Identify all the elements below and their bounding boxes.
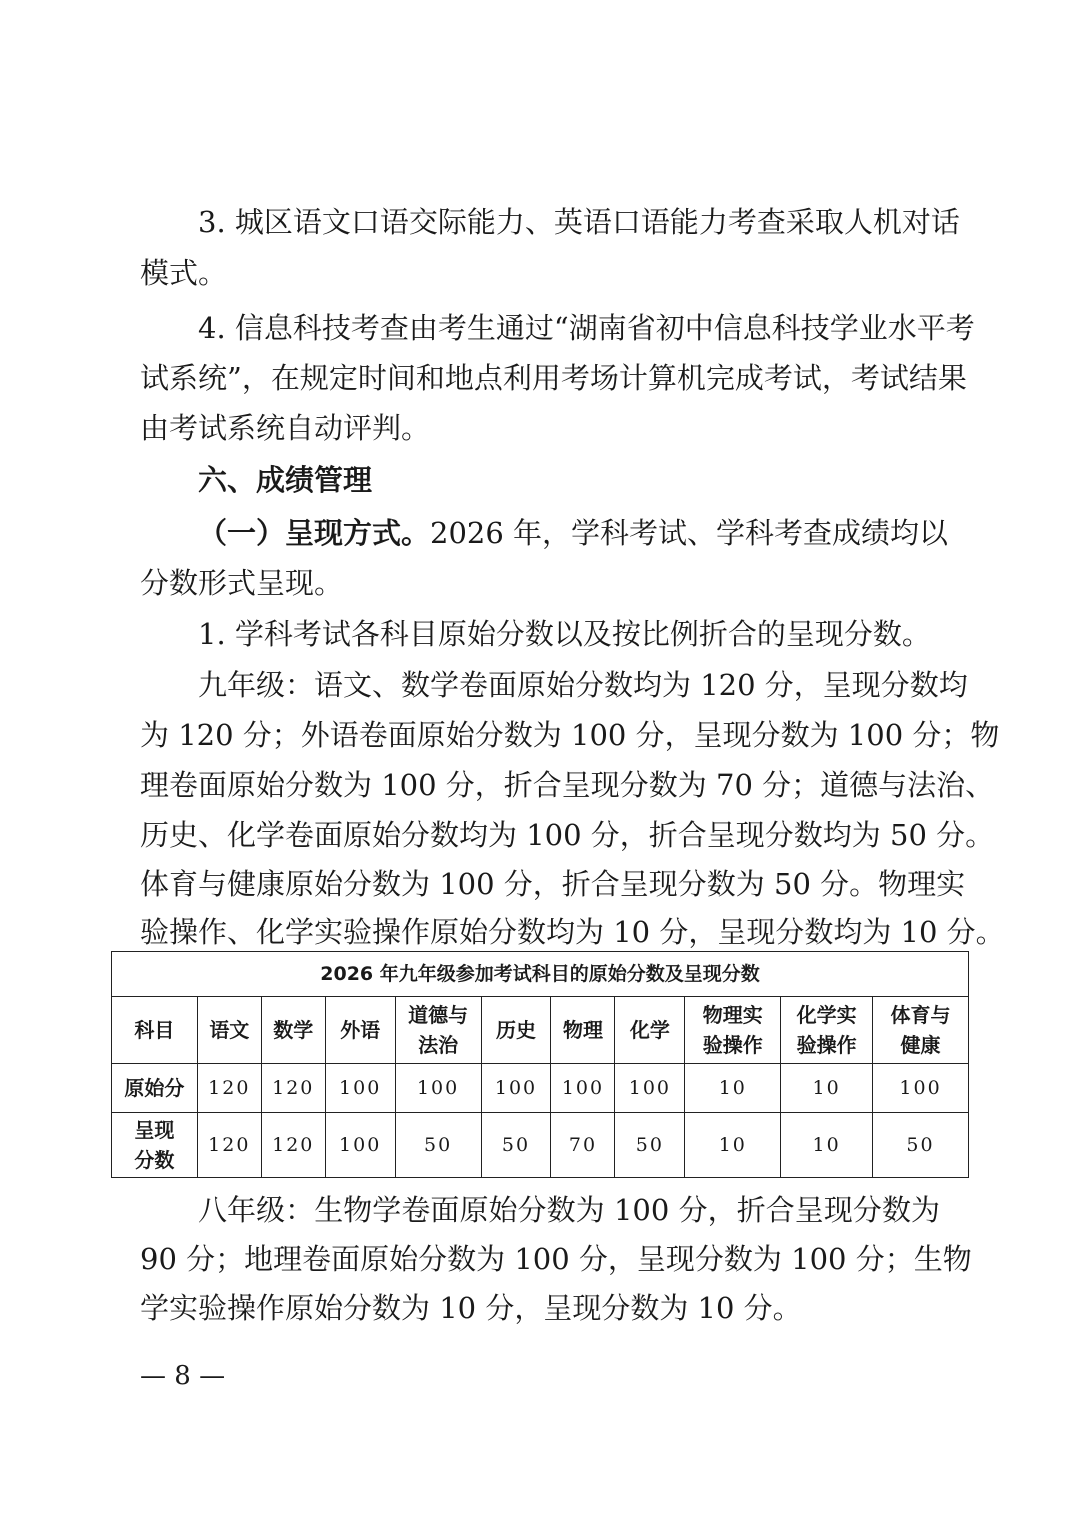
raw-score-cell: 120 [197, 1064, 261, 1113]
header-cell [197, 997, 261, 1064]
header-cell [395, 997, 481, 1064]
presented-score-cell: 50 [395, 1113, 481, 1178]
table-title-row [112, 952, 969, 997]
subsection-heading: （一）呈现方式。 [198, 516, 431, 550]
header-cell [325, 997, 395, 1064]
header-text: 物理实 [702, 1003, 763, 1027]
header-text: 物理 [562, 1018, 603, 1042]
header-cell [551, 997, 615, 1064]
header-text: 化学 [629, 1018, 670, 1042]
paragraph-4-line-1: 4. 信息科技考查由考生通过“湖南省初中信息科技学业水平考 [198, 311, 975, 345]
header-text: 化学实 [796, 1003, 857, 1027]
header-text: 健康 [900, 1033, 941, 1057]
raw-score-cell: 100 [481, 1064, 551, 1113]
grade8-line-2: 90 分；地理卷面原始分数为 100 分，呈现分数为 100 分；生物 [140, 1242, 972, 1276]
grade9-line-6: 验操作、化学实验操作原始分数均为 10 分，呈现分数均为 10 分。 [140, 915, 1005, 949]
raw-score-cell: 10 [781, 1064, 873, 1113]
grade9-line-3: 理卷面原始分数为 100 分，折合呈现分数为 70 分；道德与法治、 [140, 768, 995, 802]
header-cell [781, 997, 873, 1064]
page-number: — 8 — [140, 1361, 226, 1391]
presented-score-cell: 10 [685, 1113, 781, 1178]
row-label-text: 分数 [134, 1148, 175, 1172]
raw-score-cell: 100 [873, 1064, 969, 1113]
row-label-presented [112, 1113, 198, 1178]
presented-score-cell: 100 [325, 1113, 395, 1178]
header-cell [615, 997, 685, 1064]
header-text: 数学 [273, 1018, 314, 1042]
raw-score-cell: 10 [685, 1064, 781, 1113]
presented-score-cell: 120 [261, 1113, 325, 1178]
header-label: 科目 [112, 997, 198, 1064]
header-text: 体育与 [890, 1003, 951, 1027]
score-table [111, 951, 969, 1178]
presented-score-cell: 70 [551, 1113, 615, 1178]
grade9-line-2: 为 120 分；外语卷面原始分数为 100 分，呈现分数为 100 分；物 [140, 718, 1000, 752]
grade9-line-1: 九年级：语文、数学卷面原始分数均为 120 分，呈现分数均 [198, 668, 968, 702]
presented-score-cell: 10 [781, 1113, 873, 1178]
raw-score-cell: 120 [261, 1064, 325, 1113]
grade9-line-4: 历史、化学卷面原始分数均为 100 分，折合呈现分数均为 50 分。 [140, 818, 995, 852]
grade9-line-5: 体育与健康原始分数为 100 分，折合呈现分数为 50 分。物理实 [140, 867, 966, 901]
presented-score-cell: 50 [481, 1113, 551, 1178]
header-cell [685, 997, 781, 1064]
subsection-presentation-line-1 [198, 513, 949, 553]
header-text: 语文 [209, 1018, 250, 1042]
grade8-line-1: 八年级：生物学卷面原始分数为 100 分，折合呈现分数为 [198, 1193, 940, 1227]
presented-score-cell: 120 [197, 1113, 261, 1178]
table-row-presented-score [112, 1113, 969, 1178]
header-text: 外语 [340, 1018, 381, 1042]
item-1: 1. 学科考试各科目原始分数以及按比例折合的呈现分数。 [198, 617, 931, 651]
paragraph-3-line-1: 3. 城区语文口语交际能力、英语口语能力考查采取人机对话 [198, 205, 960, 239]
raw-score-cell: 100 [325, 1064, 395, 1113]
grade8-line-3: 学实验操作原始分数为 10 分，呈现分数为 10 分。 [140, 1291, 802, 1325]
subsection-presentation-line-2: 分数形式呈现。 [140, 566, 344, 600]
row-label-text: 呈现 [134, 1118, 175, 1142]
row-label-raw: 原始分 [112, 1064, 198, 1113]
table-header-row [112, 997, 969, 1064]
raw-score-cell: 100 [395, 1064, 481, 1113]
paragraph-4-line-3: 由考试系统自动评判。 [140, 411, 431, 445]
header-text: 验操作 [702, 1033, 763, 1057]
presented-score-cell: 50 [873, 1113, 969, 1178]
paragraph-3-line-2: 模式。 [140, 256, 228, 290]
header-cell [261, 997, 325, 1064]
subsection-text: 2026 年，学科考试、学科考查成绩均以 [430, 516, 949, 550]
header-cell [481, 997, 551, 1064]
header-text: 法治 [418, 1033, 459, 1057]
header-cell [873, 997, 969, 1064]
raw-score-cell: 100 [551, 1064, 615, 1113]
raw-score-cell: 100 [615, 1064, 685, 1113]
paragraph-4-line-2: 试系统”，在规定时间和地点利用考场计算机完成考试，考试结果 [140, 361, 967, 395]
table-row-raw-score [112, 1064, 969, 1113]
header-text: 道德与 [408, 1003, 469, 1027]
table-title: 2026 年九年级参加考试科目的原始分数及呈现分数 [112, 952, 969, 997]
section-heading-score-management: 六、成绩管理 [198, 463, 373, 497]
header-text: 历史 [496, 1018, 537, 1042]
header-text: 验操作 [796, 1033, 857, 1057]
presented-score-cell: 50 [615, 1113, 685, 1178]
